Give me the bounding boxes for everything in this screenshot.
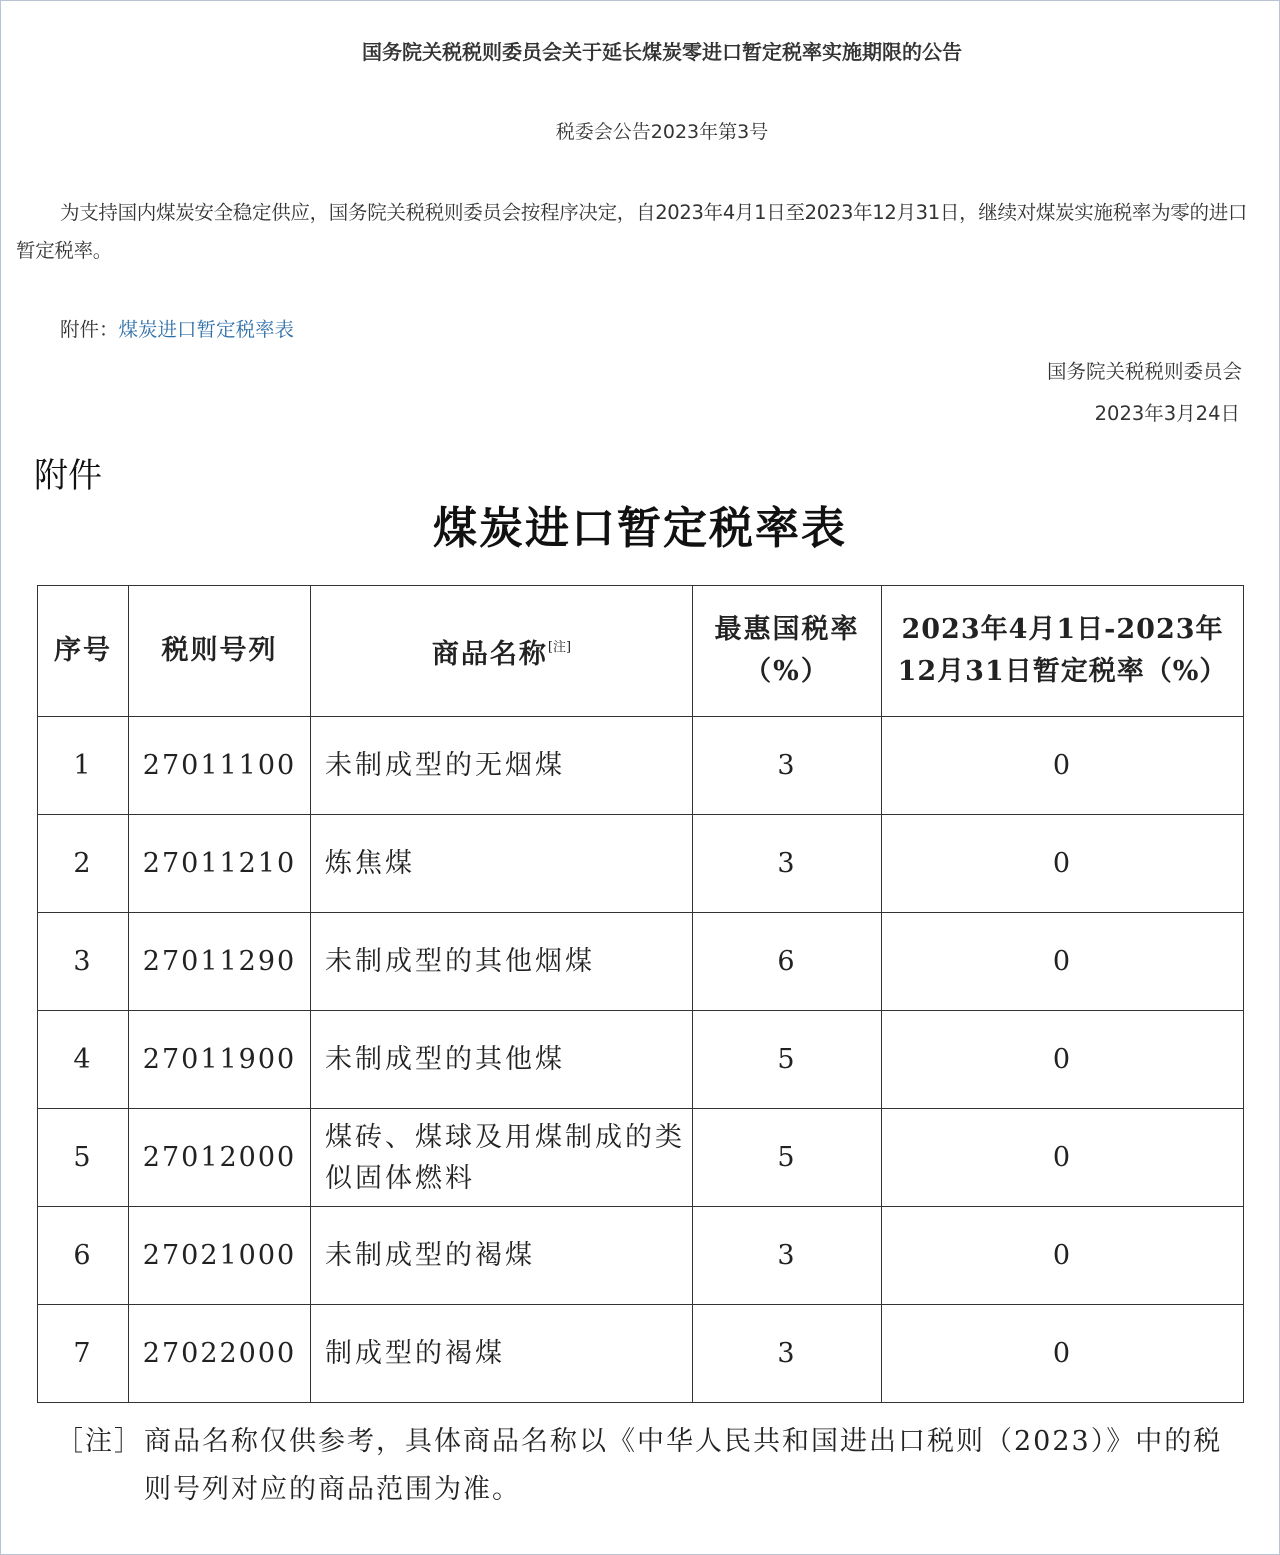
table-row: [38, 717, 1244, 815]
attachment-label: 附件：: [60, 318, 119, 341]
cell-code: 27021000: [129, 1207, 311, 1305]
cell-mfn: 5: [693, 1109, 882, 1207]
col-mfn-header: [693, 586, 882, 717]
cell-code: 27011210: [129, 815, 311, 913]
cell-seq: 1: [38, 717, 129, 815]
col-mfn-line2: （%）: [744, 656, 830, 687]
cell-code: 27022000: [129, 1305, 311, 1403]
table-row: [38, 913, 1244, 1011]
col-code-header: 税则号列: [129, 586, 311, 717]
col-temp-line2: 12月31日暂定税率（%）: [897, 656, 1228, 687]
rate-table: [37, 585, 1244, 1403]
cell-code: 27011290: [129, 913, 311, 1011]
cell-seq: 3: [38, 913, 129, 1011]
cell-name: 炼焦煤: [311, 815, 693, 913]
signature-org: 国务院关税税则委员会: [1046, 360, 1242, 383]
cell-name: 未制成型的褐煤: [311, 1207, 693, 1305]
col-name-label: 商品名称: [431, 638, 548, 670]
cell-mfn: 3: [693, 1207, 882, 1305]
cell-name: 煤砖、煤球及用煤制成的类似固体燃料: [311, 1109, 693, 1207]
cell-temp: 0: [882, 1207, 1244, 1305]
cell-temp: 0: [882, 1011, 1244, 1109]
table-row: [38, 1011, 1244, 1109]
cell-temp: 0: [882, 913, 1244, 1011]
col-mfn-line1: 最惠国税率: [714, 614, 860, 645]
cell-mfn: 6: [693, 913, 882, 1011]
cell-name: 未制成型的其他煤: [311, 1011, 693, 1109]
note-text: 商品名称仅供参考，具体商品名称以《中华人民共和国进出口税则（2023）》中的税则号列对应的商品范围为准。: [144, 1426, 1223, 1505]
table-row: [38, 1305, 1244, 1403]
cell-seq: 4: [38, 1011, 129, 1109]
col-seq-header: 序号: [38, 586, 129, 717]
cell-seq: 7: [38, 1305, 129, 1403]
table-header-row: [38, 586, 1244, 717]
cell-code: 27011100: [129, 717, 311, 815]
col-temp-line1: 2023年4月1日-2023年: [901, 614, 1224, 645]
notice-body: 为支持国内煤炭安全稳定供应，国务院关税税则委员会按程序决定，自2023年4月1日至2023年12月31日，继续对煤炭实施税率为零的进口暂定税率。: [16, 201, 1248, 262]
table-row: [38, 1207, 1244, 1305]
cell-mfn: 3: [693, 1305, 882, 1403]
note-mark: [注]: [547, 639, 572, 655]
table-row: [38, 1109, 1244, 1207]
cell-name: 制成型的褐煤: [311, 1305, 693, 1403]
cell-name: 未制成型的其他烟煤: [311, 913, 693, 1011]
col-name-header: [311, 586, 693, 717]
cell-mfn: 3: [693, 815, 882, 913]
cell-temp: 0: [882, 717, 1244, 815]
attachment-line: [60, 314, 294, 342]
note-label: ［注］: [56, 1426, 143, 1457]
cell-mfn: 3: [693, 717, 882, 815]
cell-code: 27012000: [129, 1109, 311, 1207]
cell-name: 未制成型的无烟煤: [311, 717, 693, 815]
cell-temp: 0: [882, 1305, 1244, 1403]
table-title: 煤炭进口暂定税率表: [433, 503, 847, 554]
cell-temp: 0: [882, 815, 1244, 913]
cell-temp: 0: [882, 1109, 1244, 1207]
cell-seq: 2: [38, 815, 129, 913]
cell-mfn: 5: [693, 1011, 882, 1109]
signature-date: 2023年3月24日: [1094, 402, 1240, 425]
cell-seq: 5: [38, 1109, 129, 1207]
col-temp-header: [882, 586, 1244, 717]
notice-title: 国务院关税税则委员会关于延长煤炭零进口暂定税率实施期限的公告: [362, 40, 962, 64]
cell-code: 27011900: [129, 1011, 311, 1109]
notice-number: 税委会公告2023年第3号: [555, 121, 769, 143]
table-row: [38, 815, 1244, 913]
attachment-heading: 附件: [34, 456, 102, 496]
attachment-link[interactable]: 煤炭进口暂定税率表: [118, 318, 295, 341]
cell-seq: 6: [38, 1207, 129, 1305]
